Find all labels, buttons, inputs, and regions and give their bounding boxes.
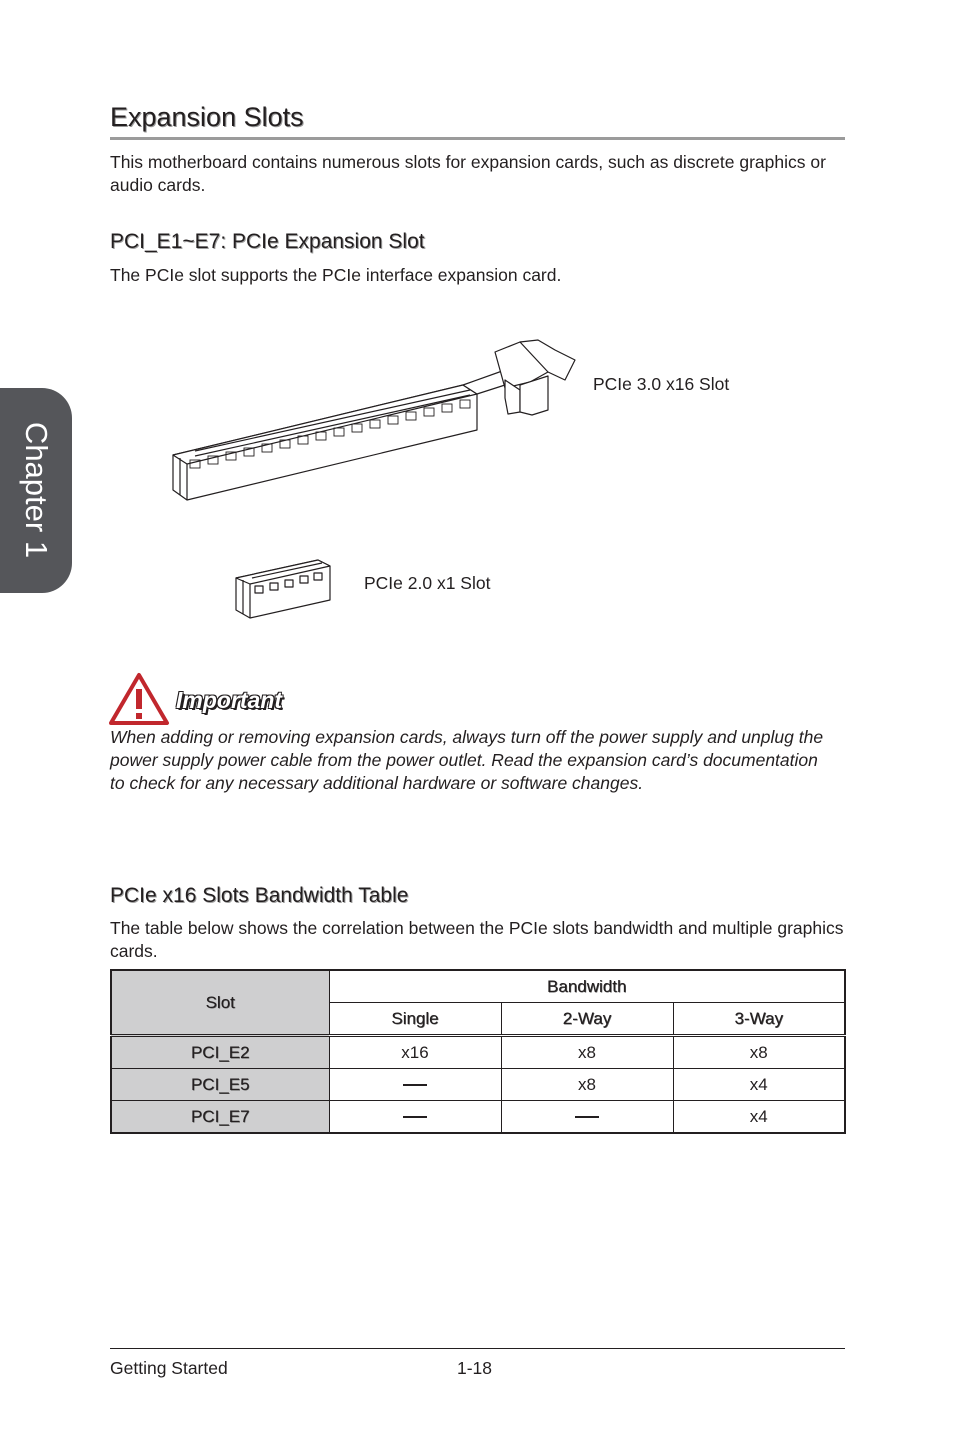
section-intro: This motherboard contains numerous slots for expansion cards, such as discrete graphics or audio cards. (110, 152, 826, 195)
table-cell: x4 (673, 1101, 845, 1134)
bandwidth-table (110, 969, 846, 1134)
dash-mark (575, 1116, 599, 1118)
table-row (111, 1036, 845, 1069)
table-cell: x8 (673, 1036, 845, 1069)
pcie-x1-slot-label: PCIe 2.0 x1 Slot (364, 573, 491, 593)
section-title: Expansion Slots (110, 102, 304, 132)
chapter-tab-label: Chapter 1 (19, 421, 54, 559)
table-cell-dash (501, 1101, 673, 1134)
pcie-slot-description: The PCIe slot supports the PCIe interface expansion card. (110, 265, 562, 285)
table-cell: x8 (501, 1069, 673, 1101)
dash-mark (403, 1084, 427, 1086)
table-header-single: Single (329, 1003, 501, 1036)
table-row (111, 1069, 845, 1101)
table-cell: x16 (329, 1036, 501, 1069)
table-cell-slot: PCI_E2 (111, 1036, 329, 1069)
important-heading: Important (176, 687, 283, 713)
table-cell: x8 (501, 1036, 673, 1069)
footer-page-number: 1-18 (457, 1358, 493, 1378)
table-header-bandwidth: Bandwidth (329, 970, 845, 1003)
pcie-slot-diagram (0, 0, 954, 640)
pcie-x1-slot-illustration (236, 560, 330, 618)
table-row (111, 1101, 845, 1134)
table-header-3-way: 3-Way (673, 1003, 845, 1036)
table-cell: x4 (673, 1069, 845, 1101)
table-header-2-way: 2-Way (501, 1003, 673, 1036)
important-notice-text: When adding or removing expansion cards, always turn off the power supply and unplug the power supply power cable from the power outlet. Read the expansion card’s documentation to check for any necessary additional hardware or software changes. (110, 727, 824, 793)
pcie-x16-slot-label: PCIe 3.0 x16 Slot (593, 374, 730, 394)
pcie-slot-title: PCI_E1~E7: PCIe Expansion Slot (110, 230, 425, 253)
bandwidth-table-description: The table below shows the correlation between the PCIe slots bandwidth and multiple graphics cards. (110, 918, 844, 961)
footer-section-name: Getting Started (110, 1358, 228, 1378)
footer-divider (110, 1348, 845, 1349)
table-cell-slot: PCI_E5 (111, 1069, 329, 1101)
bandwidth-table-title: PCIe x16 Slots Bandwidth Table (110, 884, 409, 907)
table-cell-dash (329, 1069, 501, 1101)
dash-mark (403, 1116, 427, 1118)
table-cell-slot: PCI_E7 (111, 1101, 329, 1134)
table-cell-dash (329, 1101, 501, 1134)
table-header-slot: Slot (111, 970, 329, 1036)
warning-triangle-icon (108, 672, 170, 726)
